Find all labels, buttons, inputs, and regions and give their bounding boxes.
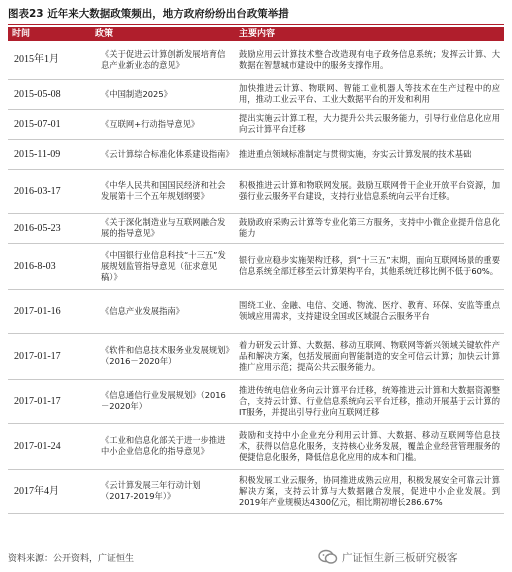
row-content: 积极推进云计算和物联网发展。鼓励互联网骨干企业开放平台资源，加强行业云服务平台建设，支持行业信息系统向云平台迁移。 [235,169,504,213]
row-policy: 《信息产业发展指南》 [91,289,235,333]
row-policy: 《关于促进云计算创新发展培育信息产业新业态的意见》 [91,41,235,79]
row-time: 2017-01-16 [8,289,91,333]
row-time: 2017-01-17 [8,333,91,379]
row-content: 着力研发云计算、大数据、移动互联网、物联网等新兴领域关键软件产品和解决方案，包括发展面向智能制造的安全可信云计算；加快云计算推广应用示范；提高公共云服务能力。 [235,333,504,379]
row-policy: 《软件和信息技术服务业发展规划》（2016－2020年） [91,333,235,379]
row-time: 2015-07-01 [8,109,91,139]
header-content: 主要内容 [235,27,504,41]
row-policy: 《云计算发展三年行动计划（2017-2019年）》 [91,469,235,513]
table-row [8,79,504,109]
row-time: 2016-05-23 [8,213,91,243]
row-policy: 《关于深化制造业与互联网融合发展的指导意见》 [91,213,235,243]
table-row [8,469,504,513]
table-header-row [8,27,504,41]
row-content: 鼓励应用云计算技术整合改造现有电子政务信息系统；发挥云计算、大数据在智慧城市建设中的服务支撑作用。 [235,41,504,79]
row-time: 2017-01-17 [8,379,91,423]
row-policy: 《信息通信行业发展规划》（2016－2020年） [91,379,235,423]
header-time: 时间 [8,27,91,41]
policy-table [8,27,504,514]
row-content: 提出实施云计算工程，大力提升公共云服务能力，引导行业信息化应用向云计算平台迁移 [235,109,504,139]
table-row [8,243,504,289]
wechat-icon [318,549,338,565]
row-policy: 《中国银行业信息科技“十三五”发展规划监管指导意见（征求意见稿）》 [91,243,235,289]
header-policy: 政策 [91,27,235,41]
row-policy: 《工业和信息化部关于进一步推进中小企业信息化的指导意见》 [91,423,235,469]
row-time: 2016-8-03 [8,243,91,289]
watermark-text: 广证恒生新三板研究极客 [342,551,458,564]
row-content: 积极发展工业云服务，协同推进成熟云应用，积极发展安全可靠云计算解决方案，支持云计算与大数据融合发展，促进中小企业发展。到2019年产业规模达4300亿元，相比期初增长286.67% [235,469,504,513]
table-row [8,109,504,139]
row-content: 推进传统电信业务向云计算平台迁移，统筹推进云计算和大数据资源整合，支持云计算、行业信息系统向云平台迁移，推动开展基于云计算的IT服务，并提出引导行业向互联网迁移 [235,379,504,423]
row-content: 银行业应稳步实施架构迁移，到“十三五”末期，面向互联网场景的重要信息系统全部迁移至云计算架构平台，其他系统迁移比例不低于60%。 [235,243,504,289]
row-policy: 《中国制造2025》 [91,79,235,109]
table-row [8,379,504,423]
data-source-note: 资料来源：公开资料，广证恒生 [8,554,135,564]
account-watermark [318,548,458,566]
row-content: 推进重点领域标准制定与贯彻实施，夯实云计算发展的技术基础 [235,139,504,169]
row-content: 鼓励政府采购云计算等专业化第三方服务，支持中小微企业提升信息化能力 [235,213,504,243]
row-content: 围绕工业、金融、电信、交通、物流、医疗、教育、环保、安监等重点领域应用需求，支持建设全国或区域混合云服务平台 [235,289,504,333]
row-policy: 《互联网+行动指导意见》 [91,109,235,139]
figure-title: 图表23 近年来大数据政策频出，地方政府纷纷出台政策举措 [8,4,504,25]
row-policy: 《云计算综合标准化体系建设指南》 [91,139,235,169]
row-time: 2016-03-17 [8,169,91,213]
table-row [8,41,504,79]
table-row [8,289,504,333]
table-row [8,139,504,169]
row-content: 鼓励和支持中小企业充分利用云计算、大数据、移动互联网等信息技术，获得以信息化服务，支持核心业务发展，覆盖企业经营管理服务的便捷信息化服务，降低信息化应用的成本和门槛。 [235,423,504,469]
table-row [8,169,504,213]
table-row [8,423,504,469]
table-row [8,213,504,243]
row-time: 2015-11-09 [8,139,91,169]
row-policy: 《中华人民共和国国民经济和社会发展第十三个五年规划纲要》 [91,169,235,213]
row-time: 2017年4月 [8,469,91,513]
row-time: 2015-05-08 [8,79,91,109]
row-time: 2015年1月 [8,41,91,79]
row-time: 2017-01-24 [8,423,91,469]
row-content: 加快推进云计算、物联网、智能工业机器人等技术在生产过程中的应用，推动工业云平台、工业大数据平台的开发和利用 [235,79,504,109]
table-row [8,333,504,379]
